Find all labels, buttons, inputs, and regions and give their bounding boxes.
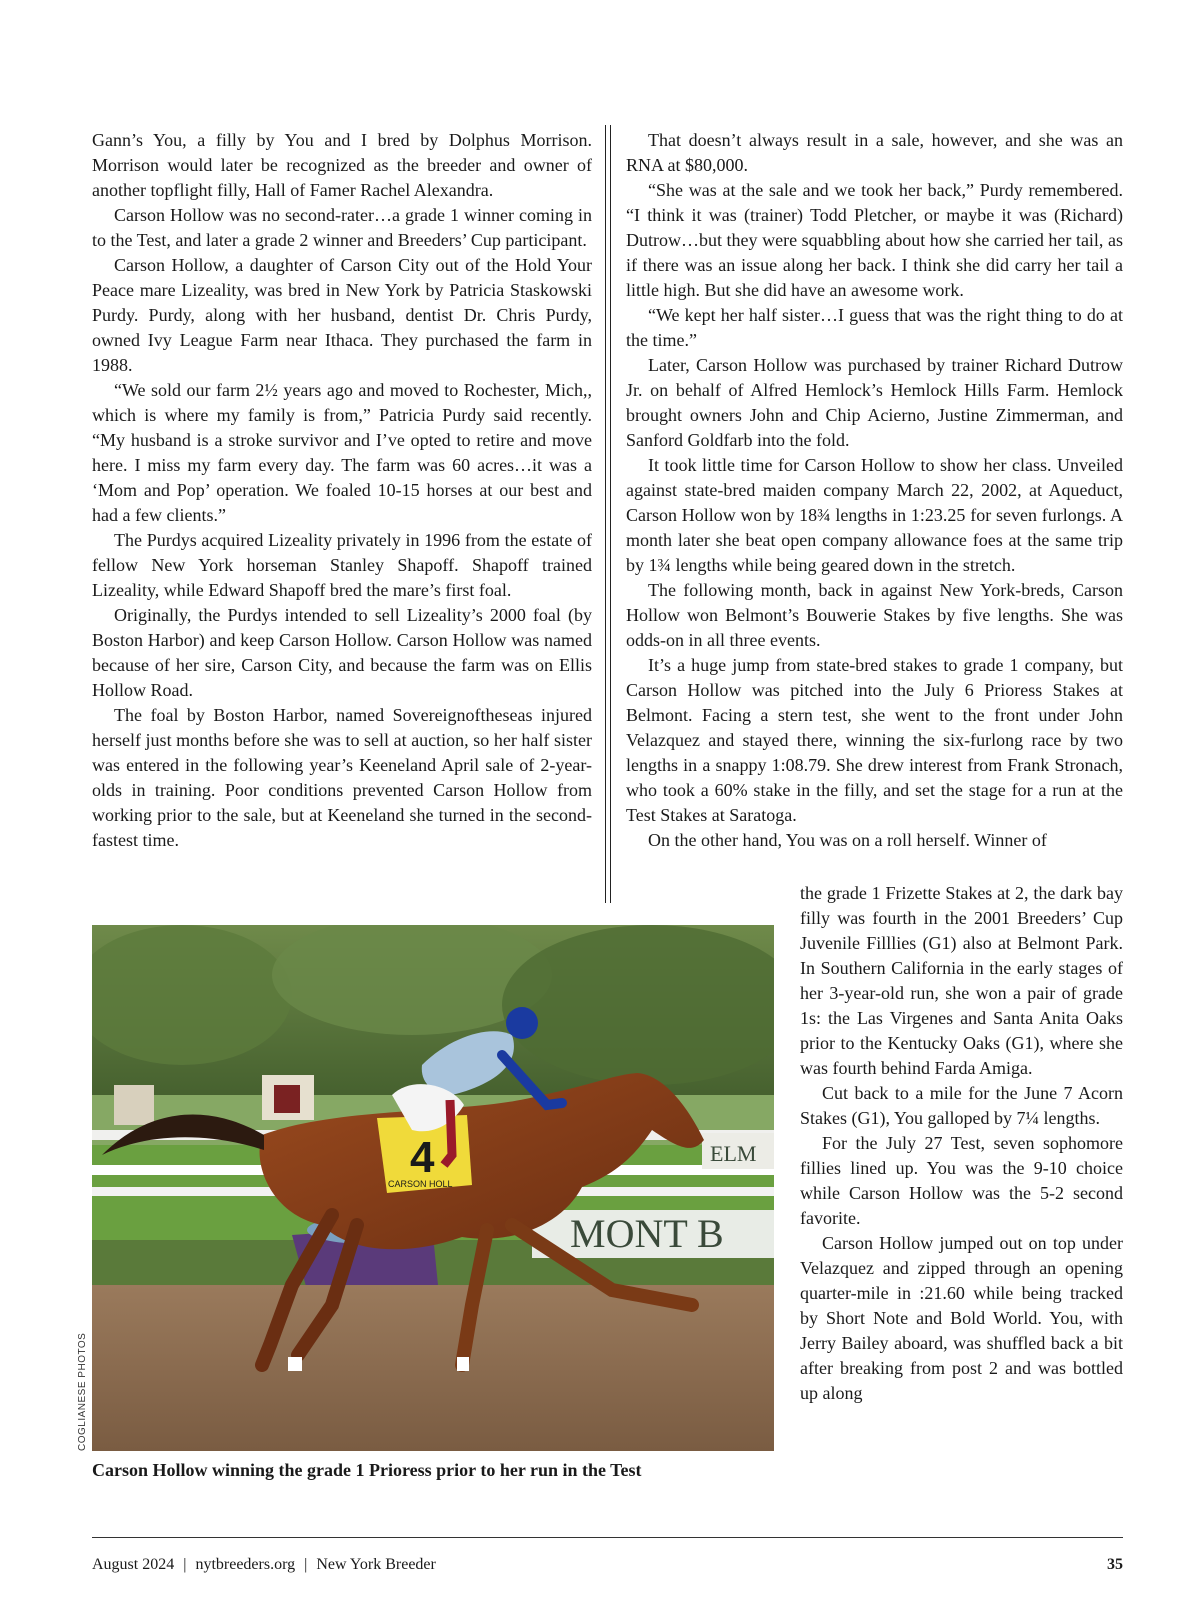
paragraph: Originally, the Purdys intended to sell Lizeality’s 2000 foal (by Boston Harbor) and keep Carson Hollow. Carson Hollow was named because of her sire, Carson City, and because the farm was on Ellis Hollow Road. bbox=[92, 605, 592, 700]
paragraph: Later, Carson Hollow was purchased by trainer Richard Dutrow Jr. on behalf of Alfred Hemlock’s Hemlock Hills Farm. Hemlock brought owners John and Chip Acierno, Justine Zimmerman, and Sanford Goldfarb into the fold. bbox=[626, 355, 1123, 450]
paragraph: It’s a huge jump from state-bred stakes to grade 1 company, but Carson Hollow was pitched into the July 6 Prioress Stakes at Belmont. Facing a stern test, she went to the front under John Velazquez and stayed there, winning the six-furlong race by two lengths in a snappy 1:08.79. She drew interest from Frank Stronach, who took a 60% stake in the filly, and set the stage for a run at the Test Stakes at Saratoga. bbox=[626, 655, 1123, 825]
paragraph: The following month, back in against New York-breds, Carson Hollow won Belmont’s Bouwerie Stakes by five lengths. She was odds-on in all three events. bbox=[626, 580, 1123, 650]
left-column bbox=[92, 128, 592, 853]
footer-site-link[interactable]: nytbreeders.org bbox=[195, 1556, 296, 1573]
rail-sign-text-upper: ELM bbox=[710, 1141, 757, 1166]
paragraph: The Purdys acquired Lizeality privately in 1996 from the estate of fellow New York horseman Stanley Shapoff. Shapoff trained Lizeality, while Edward Shapoff bred the mare’s first foal. bbox=[92, 530, 592, 600]
right-narrow-column bbox=[800, 881, 1123, 1406]
footer-rule bbox=[92, 1537, 1123, 1538]
paragraph: Cut back to a mile for the June 7 Acorn Stakes (G1), You galloped by 7¼ lengths. bbox=[800, 1083, 1123, 1128]
footer-separator: | bbox=[183, 1556, 187, 1573]
column-divider bbox=[605, 125, 606, 903]
paragraph: Gann’s You, a filly by You and I bred by Dolphus Morrison. Morrison would later be recognized as the breeder and owner of another topflight filly, Hall of Famer Rachel Alexandra. bbox=[92, 130, 592, 200]
paragraph: “We sold our farm 2½ years ago and moved to Rochester, Mich,, which is where my family is from,” Patricia Purdy said recently. “My husband is a stroke survivor and I’ve opted to retire and move here. I miss my farm every day. The farm was 60 acres…it was a ‘Mom and Pop’ operation. We foaled 10-15 horses at our best and had a few clients.” bbox=[92, 380, 592, 525]
photo-caption: Carson Hollow winning the grade 1 Prioress prior to her run in the Test bbox=[92, 1460, 642, 1480]
column-divider bbox=[610, 125, 611, 903]
page-number: 35 bbox=[1107, 1556, 1123, 1573]
right-column bbox=[626, 128, 1123, 853]
footer bbox=[92, 1553, 1123, 1577]
footer-date: August 2024 bbox=[92, 1556, 175, 1573]
photo-credit: COGLIANESE PHOTOS bbox=[77, 1332, 88, 1451]
paragraph: The foal by Boston Harbor, named Sovereignoftheseas injured herself just months before she was to sell at auction, so her half sister was entered in the following year’s Keeneland April sale of 2-year-olds in training. Poor conditions prevented Carson Hollow from working prior to the sale, but at Keeneland she turned in the second-fastest time. bbox=[92, 705, 592, 850]
paragraph: It took little time for Carson Hollow to show her class. Unveiled against state-bred maiden company March 22, 2002, at Aqueduct, Carson Hollow won by 18¾ lengths in 1:23.25 for seven furlongs. A month later she beat open company allowance foes at the same trip by 1¾ lengths while being geared down in the stretch. bbox=[626, 455, 1123, 575]
paragraph: the grade 1 Frizette Stakes at 2, the dark bay filly was fourth in the 2001 Breeders’ Cup Juvenile Filllies (G1) also at Belmont Park. In Southern California in the early stages of her 3-year-old run, she won a pair of grade 1s: the Las Virgenes and Santa Anita Oaks prior to the Kentucky Oaks (G1), where she was fourth behind Farda Amiga. bbox=[800, 883, 1123, 1078]
saddlecloth-name: CARSON HOLL bbox=[388, 1179, 453, 1189]
paragraph: Carson Hollow jumped out on top under Velazquez and zipped through an opening quarter-mile in :21.60 while being tracked by Short Note and Bold World. You, with Jerry Bailey aboard, was shuffled back a bit after breaking from post 2 and was bottled up along bbox=[800, 1233, 1123, 1403]
paragraph: Carson Hollow was no second-rater…a grade 1 winner coming in to the Test, and later a grade 2 winner and Breeders’ Cup participant. bbox=[92, 205, 592, 250]
footer-separator: | bbox=[304, 1556, 308, 1573]
rail-sign-text: MONT B bbox=[570, 1211, 724, 1256]
saddlecloth-number: 4 bbox=[410, 1133, 435, 1182]
paragraph: Carson Hollow, a daughter of Carson City out of the Hold Your Peace mare Lizeality, was bred in New York by Patricia Staskowski Purdy. Purdy, along with her husband, dentist Dr. Chris Purdy, owned Ivy League Farm near Ithaca. They purchased the farm in 1988. bbox=[92, 255, 592, 375]
paragraph: That doesn’t always result in a sale, however, and she was an RNA at $80,000. bbox=[626, 130, 1123, 175]
paragraph: For the July 27 Test, seven sophomore fillies lined up. You was the 9-10 choice while Carson Hollow was the 5-2 second favorite. bbox=[800, 1133, 1123, 1228]
paragraph: “We kept her half sister…I guess that was the right thing to do at the time.” bbox=[626, 305, 1123, 350]
paragraph: On the other hand, You was on a roll herself. Winner of bbox=[648, 830, 1047, 850]
paragraph: “She was at the sale and we took her back,” Purdy remembered. “I think it was (trainer) Todd Pletcher, or maybe it was (Richard) Dutrow…but they were squabbling about how she carried her tail, as if there was an issue along her back. I think she did carry her tail a little high. But she did have an awesome work. bbox=[626, 180, 1123, 300]
footer-publication: New York Breeder bbox=[316, 1556, 436, 1573]
race-photo bbox=[92, 925, 774, 1451]
